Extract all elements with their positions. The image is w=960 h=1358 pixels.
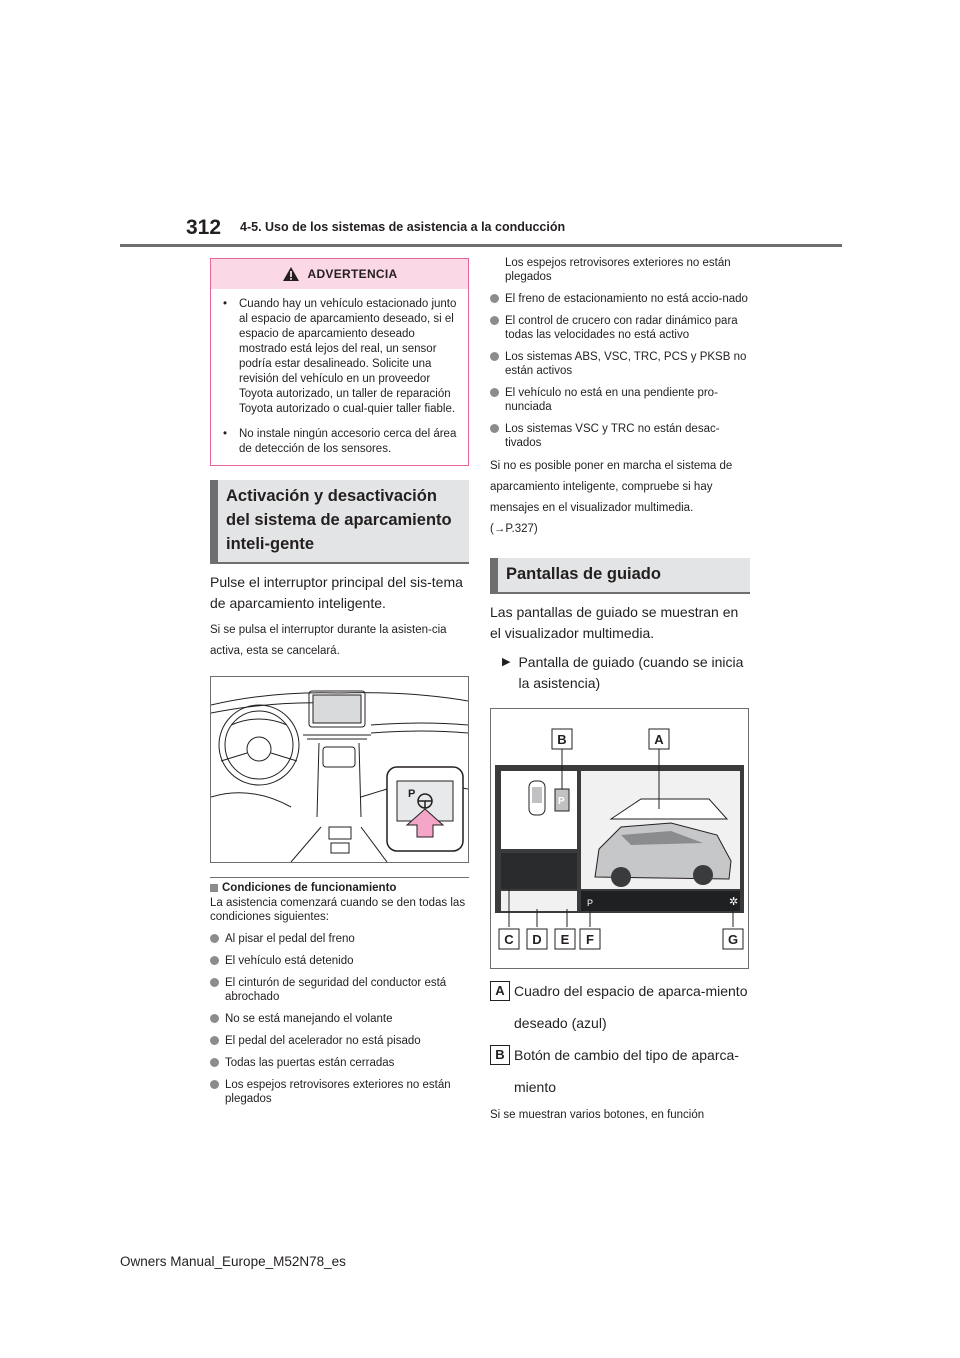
condition-item: Los espejos retrovisores exteriores no están plegados (505, 257, 731, 283)
legend-item-a: A Cuadro del espacio de aparca-miento deseado (azul) (490, 981, 750, 1039)
figure-label-e: E (560, 932, 570, 947)
legend-item-b: B Botón de cambio del tipo de aparca-miento (490, 1045, 750, 1103)
condition-item: El cinturón de seguridad del conductor está abrochado (210, 976, 469, 1004)
guidance-tail: Si se muestran varios botones, en función (490, 1109, 705, 1121)
square-bullet-icon (210, 884, 218, 892)
figure-label-c: C (504, 932, 514, 947)
header-rule (120, 244, 842, 247)
triangle-bullet-icon: ▶ (502, 656, 511, 668)
warning-box (210, 258, 469, 466)
guidance-screen-drawing (491, 709, 748, 968)
warning-icon (282, 266, 300, 282)
svg-text:P: P (587, 898, 594, 908)
figure-label-f: F (586, 932, 594, 947)
figure-label-d: D (532, 932, 542, 947)
condition-item: El control de crucero con radar dinámico para todas las velocidades no está activo (490, 314, 750, 342)
condition-item: El freno de estacionamiento no está accio-nado (490, 292, 750, 306)
svg-text:✲: ✲ (729, 896, 739, 908)
left-column (210, 258, 469, 1106)
svg-text:P: P (408, 788, 416, 800)
not-possible-note: Si no es posible poner en marcha el sistema de aparcamiento inteligente, compruebe si hay mensajes en el visualizador multimedia. (490, 460, 733, 514)
conditions-intro: La asistencia comenzará cuando se den todas las condiciones siguientes: (210, 897, 466, 923)
condition-item: Todas las puertas están cerradas (210, 1056, 469, 1070)
svg-text:P: P (558, 796, 565, 807)
guidance-lead: Las pantallas de guiado se muestran en el visualizador multimedia. (490, 604, 739, 641)
activation-lead: Pulse el interruptor principal del sis-tema de aparcamiento inteligente. (210, 574, 463, 611)
condition-item: El vehículo no está en una pendiente pro-nunciada (490, 386, 750, 414)
condition-item: Los espejos retrovisores exteriores no están plegados (210, 1078, 469, 1106)
condition-item: No se está manejando el volante (210, 1012, 469, 1026)
warning-item: • No instale ningún accesorio cerca del área de detección de los sensores. (223, 428, 457, 455)
right-column (490, 254, 750, 1126)
condition-item: Al pisar el pedal del freno (210, 932, 469, 946)
condition-item: Los sistemas ABS, VSC, TRC, PCS y PKSB no están activos (490, 350, 750, 378)
conditions-title: Condiciones de funcionamiento (210, 882, 469, 894)
dashboard-illustration (210, 676, 469, 863)
activation-note: Si se pulsa el interruptor durante la asisten-cia activa, esta se cancelará. (210, 624, 447, 657)
page-number: 312 (186, 216, 222, 239)
guidance-heading: Pantallas de guiado (490, 558, 750, 594)
figure-label-b: B (557, 732, 567, 747)
guidance-screen-figure (490, 708, 749, 969)
condition-item: El pedal del acelerador no está pisado (210, 1034, 469, 1048)
figure-label-g: G (727, 932, 739, 947)
dashboard-drawing (211, 677, 468, 862)
activation-heading: Activación y desactivación del sistema de aparcamiento inteli-gente (210, 480, 469, 564)
warning-title: ADVERTENCIA (307, 267, 398, 281)
warning-header (211, 259, 468, 289)
guidance-sub: ▶ Pantalla de guiado (cuando se inicia la asistencia) (490, 652, 750, 694)
figure-label-a: A (654, 732, 664, 747)
condition-item: Los sistemas VSC y TRC no están desac-tivados (490, 422, 750, 450)
section-header: 4-5. Uso de los sistemas de asistencia a la conducción (240, 220, 566, 234)
footer: Owners Manual_Europe_M52N78_es (120, 1254, 346, 1269)
page-reference: (→P.327) (490, 523, 538, 535)
condition-item: El vehículo está detenido (210, 954, 469, 968)
warning-item: • Cuando hay un vehículo estacionado junto al espacio de aparcamiento deseado, si el espacio de aparcamiento deseado mostrado está lejos del real, un sensor podría estar desalineado. Solicite una revisión del vehículo en un proveedor Toyota autorizado, un taller de reparación Toyota autorizado o cual-quier taller fiable. (223, 298, 457, 415)
